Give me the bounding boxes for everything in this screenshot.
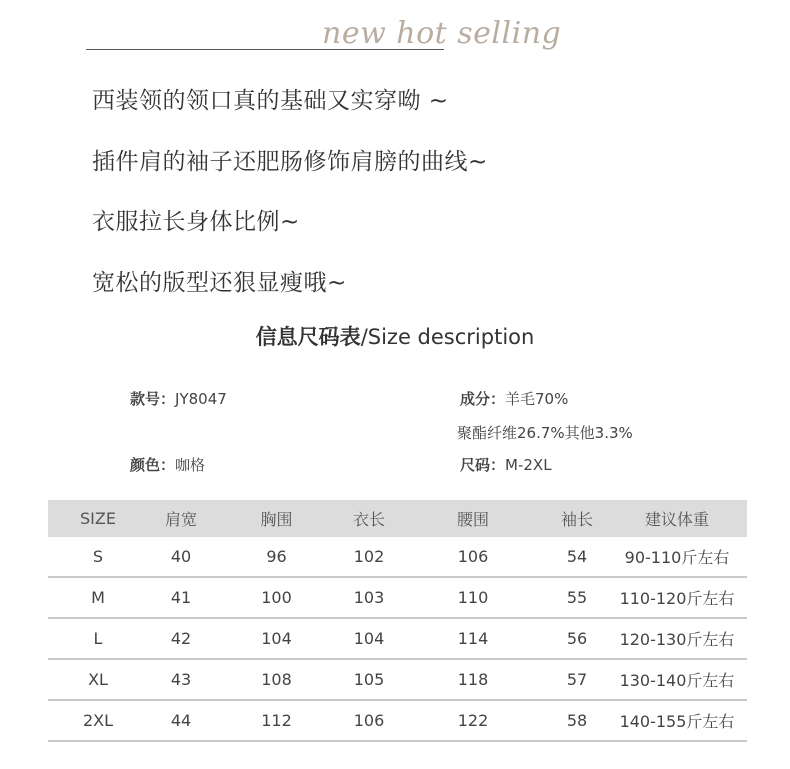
table-cell: 57 xyxy=(547,659,607,700)
table-cell: 106 xyxy=(399,537,547,577)
table-cell: 44 xyxy=(148,700,214,741)
script-title: new hot selling xyxy=(322,16,562,51)
table-cell: 110-120斤左右 xyxy=(607,577,747,618)
table-cell: L xyxy=(48,618,148,659)
table-cell: 40 xyxy=(148,537,214,577)
table-cell: 130-140斤左右 xyxy=(607,659,747,700)
table-row xyxy=(48,618,747,659)
table-cell: 42 xyxy=(148,618,214,659)
table-cell: 58 xyxy=(547,700,607,741)
info-value: 羊毛70% xyxy=(505,390,569,408)
table-cell: 105 xyxy=(339,659,399,700)
table-row xyxy=(48,537,747,577)
table-cell: 112 xyxy=(214,700,339,741)
table-cell: 100 xyxy=(214,577,339,618)
size-table xyxy=(48,500,747,742)
info-key: 成分： xyxy=(460,390,506,408)
table-header-cell: 胸围 xyxy=(214,500,339,537)
table-cell: 103 xyxy=(339,577,399,618)
table-cell: XL xyxy=(48,659,148,700)
table-row xyxy=(48,700,747,741)
table-cell: 96 xyxy=(214,537,339,577)
info-key: 尺码： xyxy=(460,456,506,474)
table-row xyxy=(48,659,747,700)
table-cell: 122 xyxy=(399,700,547,741)
table-cell: 43 xyxy=(148,659,214,700)
info-composition-detail: 聚酯纤维26.7%其他3.3% xyxy=(457,424,633,442)
section-title xyxy=(0,321,790,351)
info-value: 咖格 xyxy=(175,456,206,474)
info-key: 颜色： xyxy=(130,456,176,474)
info-color xyxy=(130,454,205,475)
info-value: JY8047 xyxy=(175,390,227,408)
table-cell: 114 xyxy=(399,618,547,659)
description-line: 宽松的版型还狠显瘦哦~ xyxy=(92,270,347,296)
description-line: 衣服拉长身体比例~ xyxy=(92,209,300,235)
table-header-cell: 建议体重 xyxy=(607,500,747,537)
section-title-cn: 信息尺码表 xyxy=(255,325,361,349)
info-size xyxy=(460,454,552,475)
table-cell: 104 xyxy=(339,618,399,659)
table-row xyxy=(48,577,747,618)
table-cell: 90-110斤左右 xyxy=(607,537,747,577)
table-cell: 2XL xyxy=(48,700,148,741)
table-cell: 102 xyxy=(339,537,399,577)
table-cell: 108 xyxy=(214,659,339,700)
table-cell: S xyxy=(48,537,148,577)
table-cell: 140-155斤左右 xyxy=(607,700,747,741)
table-header-cell: 腰围 xyxy=(399,500,547,537)
table-header-cell: 衣长 xyxy=(339,500,399,537)
description-line: 插件肩的袖子还肥肠修饰肩膀的曲线~ xyxy=(92,149,488,175)
table-cell: 120-130斤左右 xyxy=(607,618,747,659)
table-header-cell: 肩宽 xyxy=(148,500,214,537)
info-style-no xyxy=(130,388,227,409)
table-cell: 54 xyxy=(547,537,607,577)
info-key: 款号： xyxy=(130,390,176,408)
section-title-separator: / xyxy=(360,325,368,349)
description-line: 西装领的领口真的基础又实穿呦 ~ xyxy=(92,88,449,114)
table-cell: 106 xyxy=(339,700,399,741)
info-value: M-2XL xyxy=(505,456,552,474)
table-cell: M xyxy=(48,577,148,618)
table-cell: 41 xyxy=(148,577,214,618)
table-cell: 55 xyxy=(547,577,607,618)
table-header-row xyxy=(48,500,747,537)
section-title-en: Size description xyxy=(367,325,535,349)
table-header-cell: 袖长 xyxy=(547,500,607,537)
table-cell: 118 xyxy=(399,659,547,700)
table-cell: 110 xyxy=(399,577,547,618)
info-composition xyxy=(460,388,568,409)
table-cell: 56 xyxy=(547,618,607,659)
table-cell: 104 xyxy=(214,618,339,659)
table-header-cell: SIZE xyxy=(48,500,148,537)
